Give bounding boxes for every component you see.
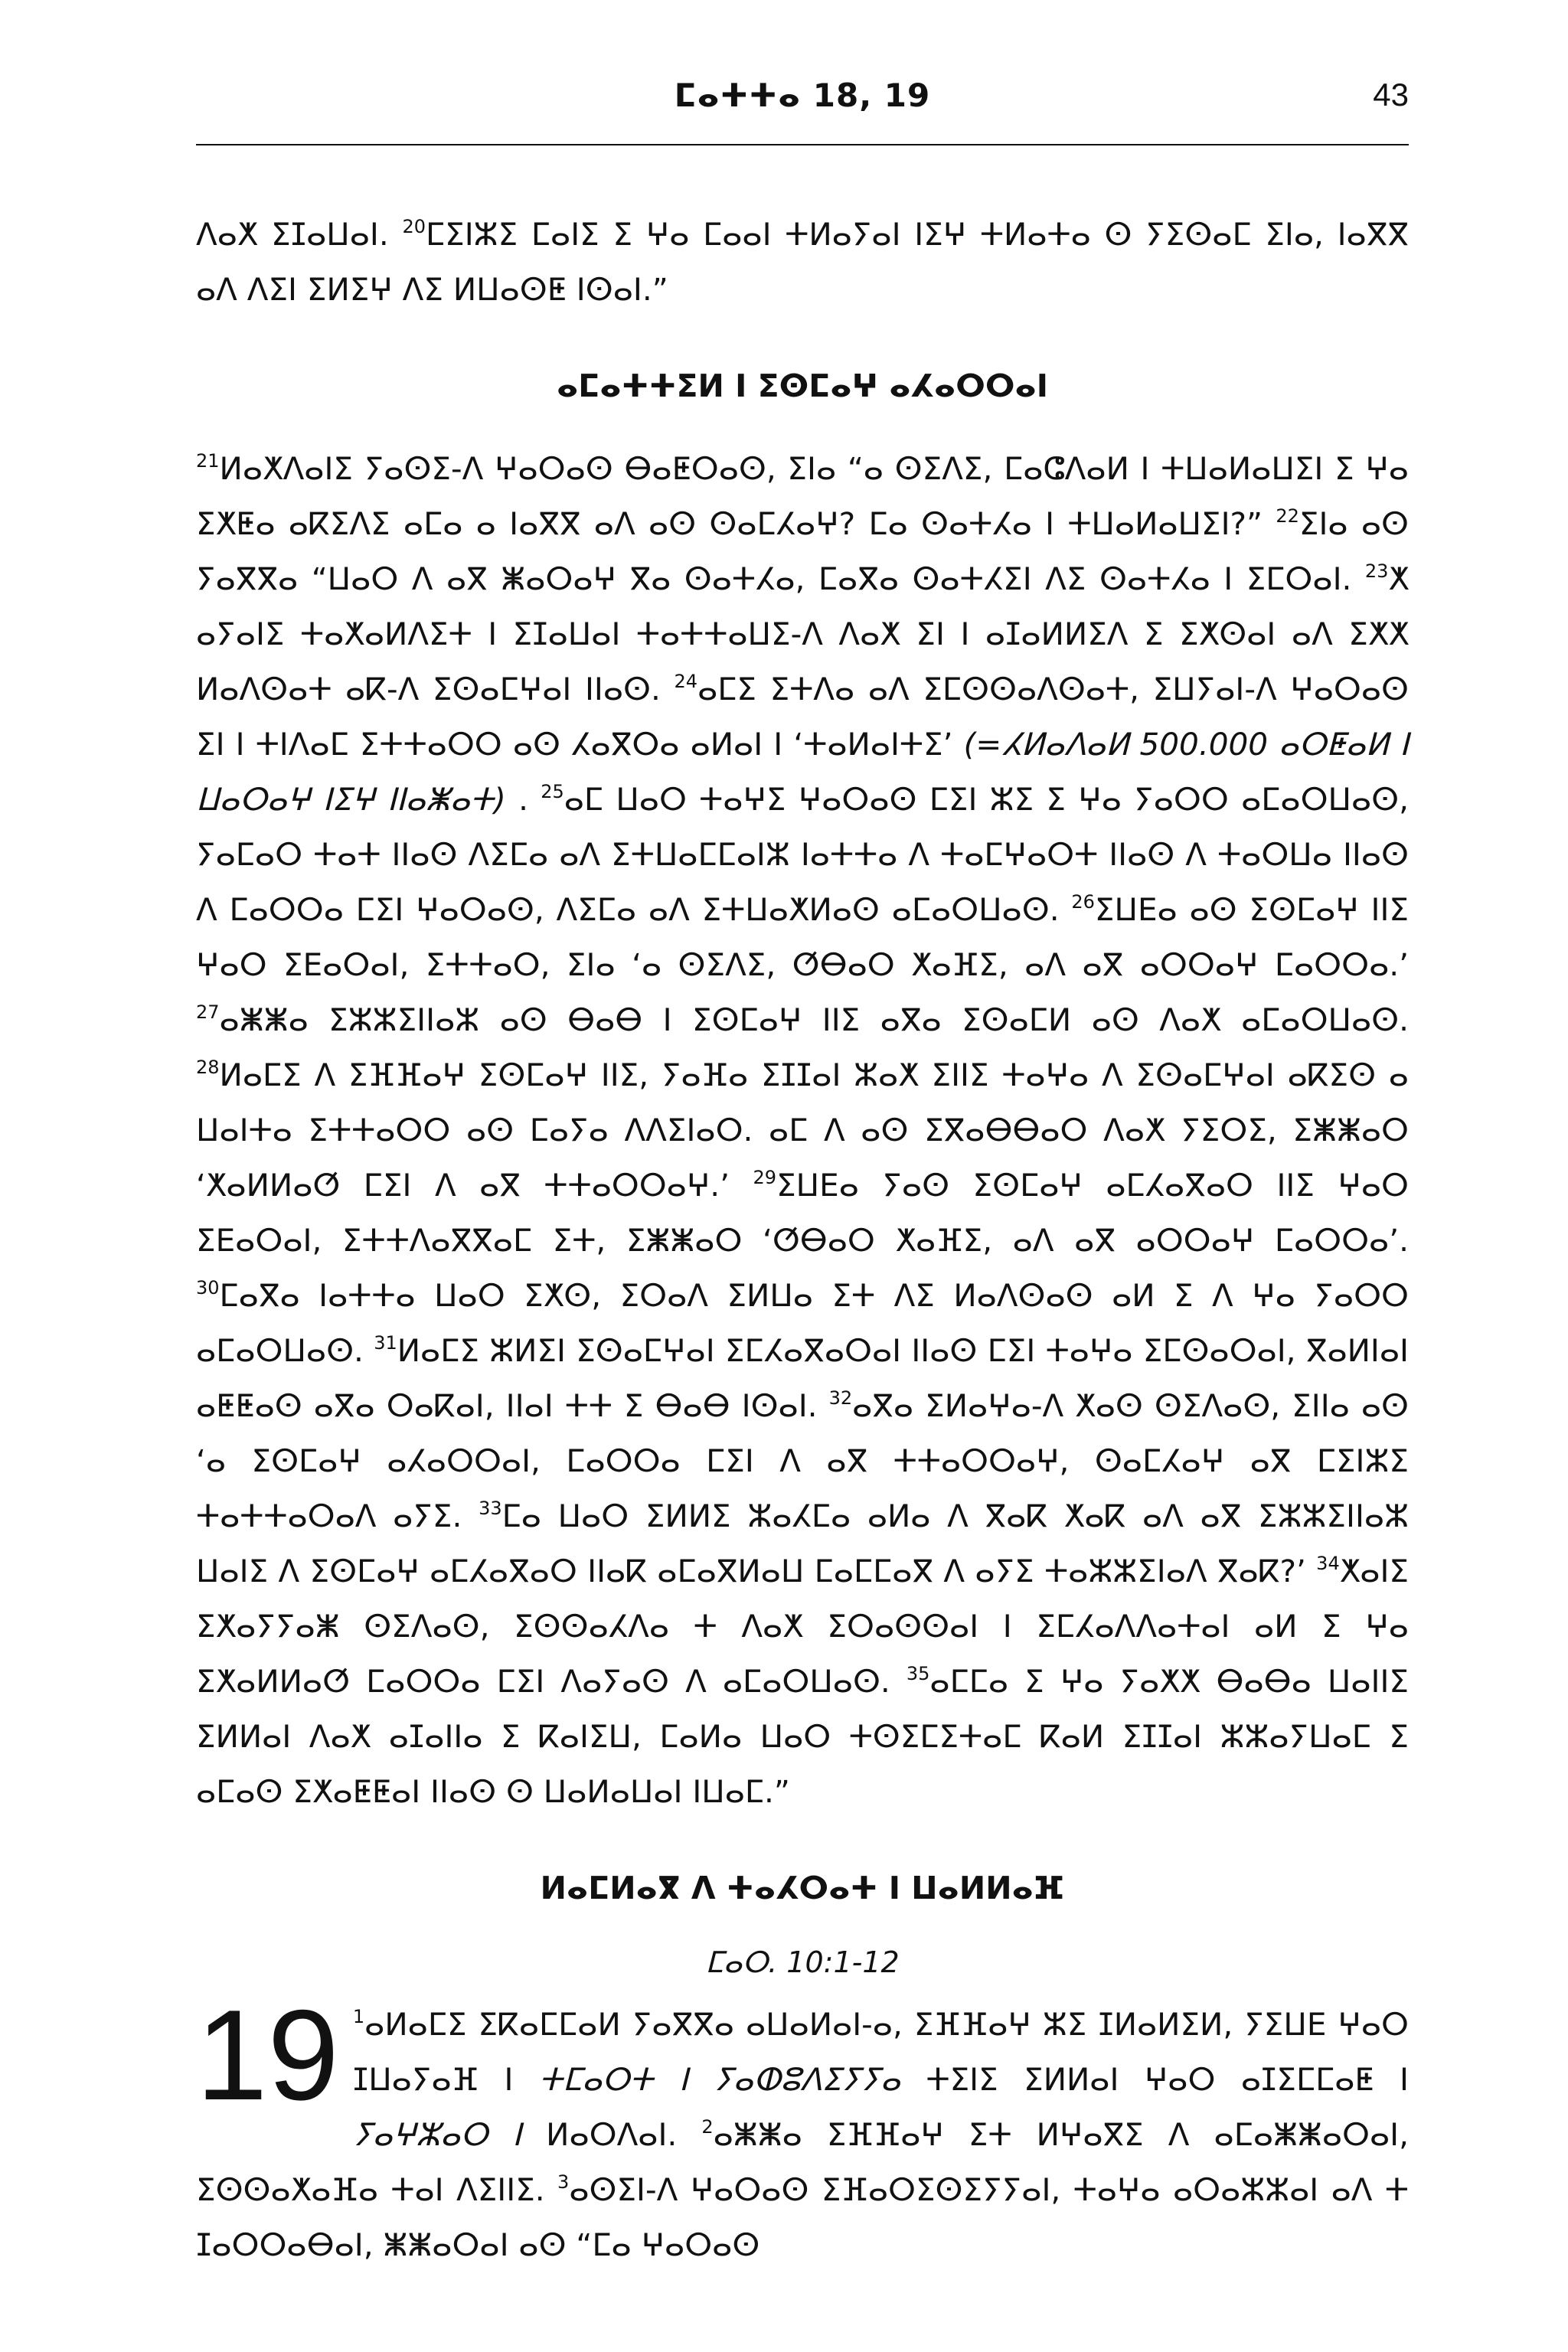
verse-number: 31 (374, 1332, 397, 1354)
verse-text: ⵉⵡⴹⴰ ⴰⵙ ⵉⵙⵎⴰⵖ ⵏⵏⵉ ⵖⴰⵔ ⵉⴹⴰⵔⴰⵏ, ⵉⵜⵜⴰⵔ, ⵉⵏⴰ ‘ⴰ ⵙⵉⴷⵉ, ⵚⴱⴰⵔ ⵅⴰⴼⵉ, ⴰⴷ ⴰⴳ ⴰⵔⵔⴰⵖ ⵎⴰⵔⵔⴰ.’ (196, 891, 1409, 983)
verse-text: ⵜⵉⵏⵉ ⵉⵍⵍⴰⵏ ⵖⴰⵔ ⴰⵊⵉⵎⵎⴰⵟ ⵏ (900, 2061, 1409, 2098)
verse-number: 27 (196, 1001, 220, 1023)
verse-number: 25 (541, 781, 564, 802)
verse-number: 28 (196, 1057, 220, 1078)
verse-number: 35 (906, 1663, 930, 1684)
text-body (196, 207, 1409, 2272)
verse-text: ⴰⵎⵉ ⵉⵜⴷⴰ ⴰⴷ ⵉⵎⵙⵙⴰⴷⵙⴰⵜ, ⵉⵡⵢⴰⵏ-ⴷ ⵖⴰⵔⴰⵙ ⵉⵏ ⵏ ⵜⵏⴷⴰⵎ ⵉⵜⵜⴰⵔⵔ ⴰⵙ ⵃⴰⴳⵔⴰ ⴰⵍⴰⵏ ⵏ ‘ⵜⴰⵍⴰⵏⵜⵉ’ (196, 671, 1410, 763)
verse-number: 24 (674, 671, 698, 692)
italic-text: (=ⵃⵍⴰⴷⴰⵍ 500.000 ⴰⵔⵟⴰⵍ ⵏ ⵡⴰⵔⴰⵖ ⵏⵉⵖ ⵏⵏⴰⵥⴰⵜ) (196, 726, 1409, 818)
verse-text: ⴰⵎⵎⴰ ⵉ ⵖⴰ ⵢⴰⵅⵅ ⴱⴰⴱⴰ ⵡⴰⵏⵏⵉ ⵉⵍⵍⴰⵏ ⴷⴰⵅ ⴰⵊⴰⵏⵏⴰ ⵉ ⴽⴰⵏⵉⵡ, ⵎⴰⵍⴰ ⵡⴰⵔ ⵜⵙⵉⵎⵉⵜⴰⵎ ⴽⴰⵍ ⵉⵊⵊⴰⵏ ⵣⵣⴰⵢⵡⴰⵎ ⵉ ⴰⵎⴰⵙ ⵉⵅⴰⵟⵟⴰⵏ ⵏⵏⴰⵙ ⵙ ⵡⴰⵍⴰⵡⴰⵏ ⵏⵡⴰⵎ.” (196, 1663, 1409, 1810)
verse-number: 3 (557, 2171, 570, 2193)
italic-text: ⵜⵎⴰⵔⵜ ⵏ ⵢⴰⵀⵓⴷⵉⵢⵢⴰ (538, 2061, 901, 2098)
verse-number: 22 (1276, 505, 1299, 527)
verse-number: 32 (828, 1387, 853, 1409)
verse-text: ⵍⴰⵔⴷⴰⵏ. (521, 2116, 702, 2153)
running-header (196, 70, 1409, 138)
chapter-number: 19 (196, 1983, 339, 2127)
paragraph (196, 207, 1409, 317)
running-title: ⵎⴰⵜⵜⴰ 18, 19 (674, 77, 931, 114)
verse-text: ⴰⵙⵉⵏ-ⴷ ⵖⴰⵔⴰⵙ ⵉⴼⴰⵔⵉⵙⵉⵢⵢⴰⵏ, ⵜⴰⵖⴰ ⴰⵔⴰⵣⵣⴰⵏ ⴰⴷ ⵜ ⵊⴰⵔⵔⴰⴱⴰⵏ, ⵥⵥⴰⵔⴰⵏ ⴰⵙ “ⵎⴰ ⵖⴰⵔⴰⵙ (196, 2171, 1409, 2263)
verse-number: 20 (402, 216, 426, 237)
paragraph (196, 1983, 1409, 2272)
verse-text: . (518, 781, 541, 818)
verse-text: ⴰⵍⴰⵎⵉ ⵉⴽⴰⵎⵎⴰⵍ ⵢⴰⴳⴳⴰ ⴰⵡⴰⵍⴰⵏ-ⴰ, ⵉⴼⴼⴰⵖ ⵣⵉ ⵊⵍⴰⵍⵉⵍ, ⵢⵉⵡⴹ ⵖⴰⵔ ⵊⵡⴰⵢⴰⴼ ⵏ (352, 2006, 1409, 2098)
verse-text: ⵎⴰⴳⴰ ⵏⴰⵜⵜⴰ ⵡⴰⵔ ⵉⵅⵙ, ⵉⵔⴰⴷ ⵉⵍⵡⴰ ⵉⵜ ⴷⵉ ⵍⴰⴷⵙⴰⵙ ⴰⵍ ⵉ ⴷ ⵖⴰ ⵢⴰⵔⵔ ⴰⵎⴰⵔⵡⴰⵙ. (196, 1277, 1409, 1369)
verse-text: ⴰⵎ ⵡⴰⵔ ⵜⴰⵖⵉ ⵖⴰⵔⴰⵙ ⵎⵉⵏ ⵣⵉ ⵉ ⵖⴰ ⵢⴰⵔⵔ ⴰⵎⴰⵔⵡⴰⵙ, ⵢⴰⵎⴰⵔ ⵜⴰⵜ ⵏⵏⴰⵙ ⴷⵉⵎⴰ ⴰⴷ ⵉⵜⵡⴰⵎⵎⴰⵏⵣ ⵏⴰⵜⵜⴰ ⴷ ⵜⴰⵎⵖⴰⵔⵜ ⵏⵏⴰⵙ ⴷ ⵜⴰⵔⵡⴰ ⵏⵏⴰⵙ ⴷ ⵎⴰⵔⵔⴰ ⵎⵉⵏ ⵖⴰⵔⴰⵙ, ⴷⵉⵎⴰ ⴰⴷ ⵉⵜⵡⴰⵅⵍⴰⵙ ⴰⵎⴰⵔⵡⴰⵙ. (196, 781, 1410, 928)
verse-text: ⴰⴳⴰ ⵉⵍⴰⵖⴰ-ⴷ ⵅⴰⵙ ⵙⵉⴷⴰⵙ, ⵉⵏⵏⴰ ⴰⵙ ‘ⴰ ⵉⵙⵎⴰⵖ ⴰⵃⴰⵔⵔⴰⵏ, ⵎⴰⵔⵔⴰ ⵎⵉⵏ ⴷ ⴰⴳ ⵜⵜⴰⵔⵔⴰⵖ, ⵙⴰⵎⵃⴰⵖ ⴰⴳ ⵎⵉⵏⵣⵉ ⵜⴰⵜⵜⴰⵔⴰⴷ ⴰⵢⵉ. (196, 1387, 1409, 1534)
verse-number: 2 (701, 2116, 714, 2138)
section-heading: ⵍⴰⵎⵍⴰⴳ ⴷ ⵜⴰⵃⵔⴰⵜ ⵏ ⵡⴰⵍⵍⴰⴼ (540, 1870, 1065, 1906)
section-heading: ⴰⵎⴰⵜⵜⵉⵍ ⵏ ⵉⵙⵎⴰⵖ ⴰⵃⴰⵔⵔⴰⵏ (556, 368, 1049, 404)
verse-text: ⵎⴰ ⵡⴰⵔ ⵉⵍⵍⵉ ⵣⴰⵃⵎⴰ ⴰⵍⴰ ⴷ ⴳⴰⴽ ⵅⴰⴽ ⴰⴷ ⴰⴳ ⵉⵣⵣⵉⵏⵏⴰⵣ ⵡⴰⵏⵉ ⴷ ⵉⵙⵎⴰⵖ ⴰⵎⵃⴰⴳⴰⵔ ⵏⵏⴰⴽ ⴰⵎⴰⴳⵍⴰⵡ ⵎⴰⵎⵎⴰⴳ ⴷ ⴰⵢⵉ ⵜⴰⵣⵣⵉⵏⴰⴷ ⴳⴰⴽ?’ (196, 1498, 1409, 1589)
paragraph (196, 441, 1409, 1819)
verse-number: 26 (1071, 891, 1095, 913)
verse-text: ⵍⴰⵅⴷⴰⵏⵉ ⵢⴰⵙⵉ-ⴷ ⵖⴰⵔⴰⵙ ⴱⴰⵟⵔⴰⵙ, ⵉⵏⴰ “ⴰ ⵙⵉⴷⵉ, ⵎⴰⵛⴷⴰⵍ ⵏ ⵜⵡⴰⵍⴰⵡⵉⵏ ⵉ ⵖⴰ ⵉⵅⵟⴰ ⴰⴽⵉⴷⵉ ⴰⵎⴰ ⴰ ⵏⴰⴳⴳ ⴰⴷ ⴰⵙ ⵙⴰⵎⵃⴰⵖ? ⵎⴰ ⵙⴰⵜⵃⴰ ⵏ ⵜⵡⴰⵍⴰⵡⵉⵏ?” (196, 450, 1409, 542)
verse-text: ⵎⵉⵏⵣⵉ ⵎⴰⵏⵉ ⵉ ⵖⴰ ⵎⴰⴰⵏ ⵜⵍⴰⵢⴰⵏ ⵏⵉⵖ ⵜⵍⴰⵜⴰ ⵙ ⵢⵉⵙⴰⵎ ⵉⵏⴰ, ⵏⴰⴳⴳ ⴰⴷ ⴷⵉⵏ ⵉⵍⵉⵖ ⴷⵉ ⵍⵡⴰⵙⵟ ⵏⵙⴰⵏ.” (196, 216, 1409, 308)
verse-number: 1 (352, 2006, 365, 2027)
verse-number: 29 (753, 1167, 777, 1188)
verse-text: ⴰⵥⵥⴰ ⵉⵣⵣⵉⵏⵏⴰⵣ ⴰⵙ ⴱⴰⴱ ⵏ ⵉⵙⵎⴰⵖ ⵏⵏⵉ ⴰⴳⴰ ⵉⵙⴰⵎⵍ ⴰⵙ ⴷⴰⵅ ⴰⵎⴰⵔⵡⴰⵙ. (219, 1001, 1409, 1038)
verse-text: ⵉⵡⴹⴰ ⵢⴰⵙ ⵉⵙⵎⴰⵖ ⴰⵎⵃⴰⴳⴰⵔ ⵏⵏⵉ ⵖⴰⵔ ⵉⴹⴰⵔⴰⵏ, ⵉⵜⵜⴷⴰⴳⴳⴰⵎ ⵉⵜ, ⵉⵥⵥⴰⵔ ‘ⵚⴱⴰⵔ ⵅⴰⴼⵉ, ⴰⴷ ⴰⴳ ⴰⵔⵔⴰⵖ ⵎⴰⵔⵔⴰ’. (196, 1167, 1409, 1259)
verse-text: ⵅⴰⵏⵉ ⵉⵅⴰⵢⵢⴰⵥ ⵙⵉⴷⴰⵙ, ⵉⵙⵙⴰⵃⴷⴰ ⵜ ⴷⴰⵅ ⵉⵔⴰⵙⵙⴰⵏ ⵏ ⵉⵎⵃⴰⴷⴷⴰⵜⴰⵏ ⴰⵍ ⵉ ⵖⴰ ⵉⵅⴰⵍⵍⴰⵚ ⵎⴰⵔⵔⴰ ⵎⵉⵏ ⴷⴰⵢⴰⵙ ⴷ ⴰⵎⴰⵔⵡⴰⵙ. (196, 1553, 1409, 1700)
verse-text: ⵉⵏⴰ ⴰⵙ ⵢⴰⴳⴳⴰ “ⵡⴰⵔ ⴷ ⴰⴳ ⵥⴰⵔⴰⵖ ⴳⴰ ⵙⴰⵜⵃⴰ, ⵎⴰⴳⴰ ⵙⴰⵜⵃⵉⵏ ⴷⵉ ⵙⴰⵜⵃⴰ ⵏ ⵉⵎⵔⴰⵏ. (196, 505, 1409, 597)
verse-text: ⵍⴰⵎⵉ ⴷ ⵉⴼⴼⴰⵖ ⵉⵙⵎⴰⵖ ⵏⵏⵉ, ⵢⴰⴼⴰ ⵉⵊⵊⴰⵏ ⵣⴰⵅ ⵉⵏⵏⵉ ⵜⴰⵖⴰ ⴷ ⵉⵙⴰⵎⵖⴰⵏ ⴰⴽⵉⵙ ⴰ ⵡⴰⵏⵜⴰ ⵉⵜⵜⴰⵔⵔ ⴰⵙ ⵎⴰⵢⴰ ⴷⴷⵉⵏⴰⵔ. ⴰⵎ ⴷ ⴰⵙ ⵉⴳⴰⴱⴱⴰⵔ ⴷⴰⵅ ⵢⵉⵔⵉ, ⵉⵥⵥⴰⵔ ‘ⵅⴰⵍⵍⴰⵚ ⵎⵉⵏ ⴷ ⴰⴳ ⵜⵜⴰⵔⵔⴰⵖ.’ (196, 1057, 1409, 1204)
verse-text: ⵅ ⴰⵢⴰⵏⵉ ⵜⴰⵅⴰⵍⴷⵉⵜ ⵏ ⵉⵊⴰⵡⴰⵏ ⵜⴰⵜⵜⴰⵡⵉ-ⴷ ⴷⴰⵅ ⵉⵏ ⵏ ⴰⵊⴰⵍⵍⵉⴷ ⵉ ⵉⵅⵙⴰⵏ ⴰⴷ ⵉⵅⵅ ⵍⴰⴷⵙⴰⵜ ⴰⴽ-ⴷ ⵉⵙⴰⵎⵖⴰⵏ ⵏⵏⴰⵙ. (196, 560, 1409, 707)
header-rule (196, 144, 1409, 145)
verse-text: ⴷⴰⵅ ⵉⵊⴰⵡⴰⵏ. (196, 216, 403, 253)
verse-number: 21 (196, 450, 220, 472)
cross-reference: ⵎⴰⵔ. 10:1-12 (705, 1945, 900, 1979)
verse-number: 23 (1364, 560, 1389, 582)
verse-number: 33 (479, 1498, 502, 1519)
page-number: 43 (1373, 77, 1409, 113)
verse-number: 34 (1316, 1553, 1340, 1574)
verse-text: ⵍⴰⵎⵉ ⵣⵍⵉⵏ ⵉⵙⴰⵎⵖⴰⵏ ⵉⵎⵃⴰⴳⴰⵔⴰⵏ ⵏⵏⴰⵙ ⵎⵉⵏ ⵜⴰⵖⴰ ⵉⵎⵙⴰⵔⴰⵏ, ⴳⴰⵍⵏⴰⵏ ⴰⵟⵟⴰⵙ ⴰⴳⴰ ⵔⴰⴽⴰⵏ, ⵏⵏⴰⵏ ⵜⵜ ⵉ ⴱⴰⴱ ⵏⵙⴰⵏ. (196, 1332, 1409, 1424)
verse-number: 30 (196, 1277, 220, 1298)
verse-text: ⴰⵥⵥⴰ ⵉⴼⴼⴰⵖ ⵉⵜ ⵍⵖⴰⴳⵉ ⴷ ⴰⵎⴰⵥⵥⴰⵔⴰⵏ, ⵉⵙⵙⴰⵅⴰⴼⴰ ⵜⴰⵏ ⴷⵉⵏⵏⵉ. (196, 2116, 1409, 2208)
italic-text: ⵢⴰⵖⵣⴰⵔ ⵏ (352, 2116, 522, 2153)
